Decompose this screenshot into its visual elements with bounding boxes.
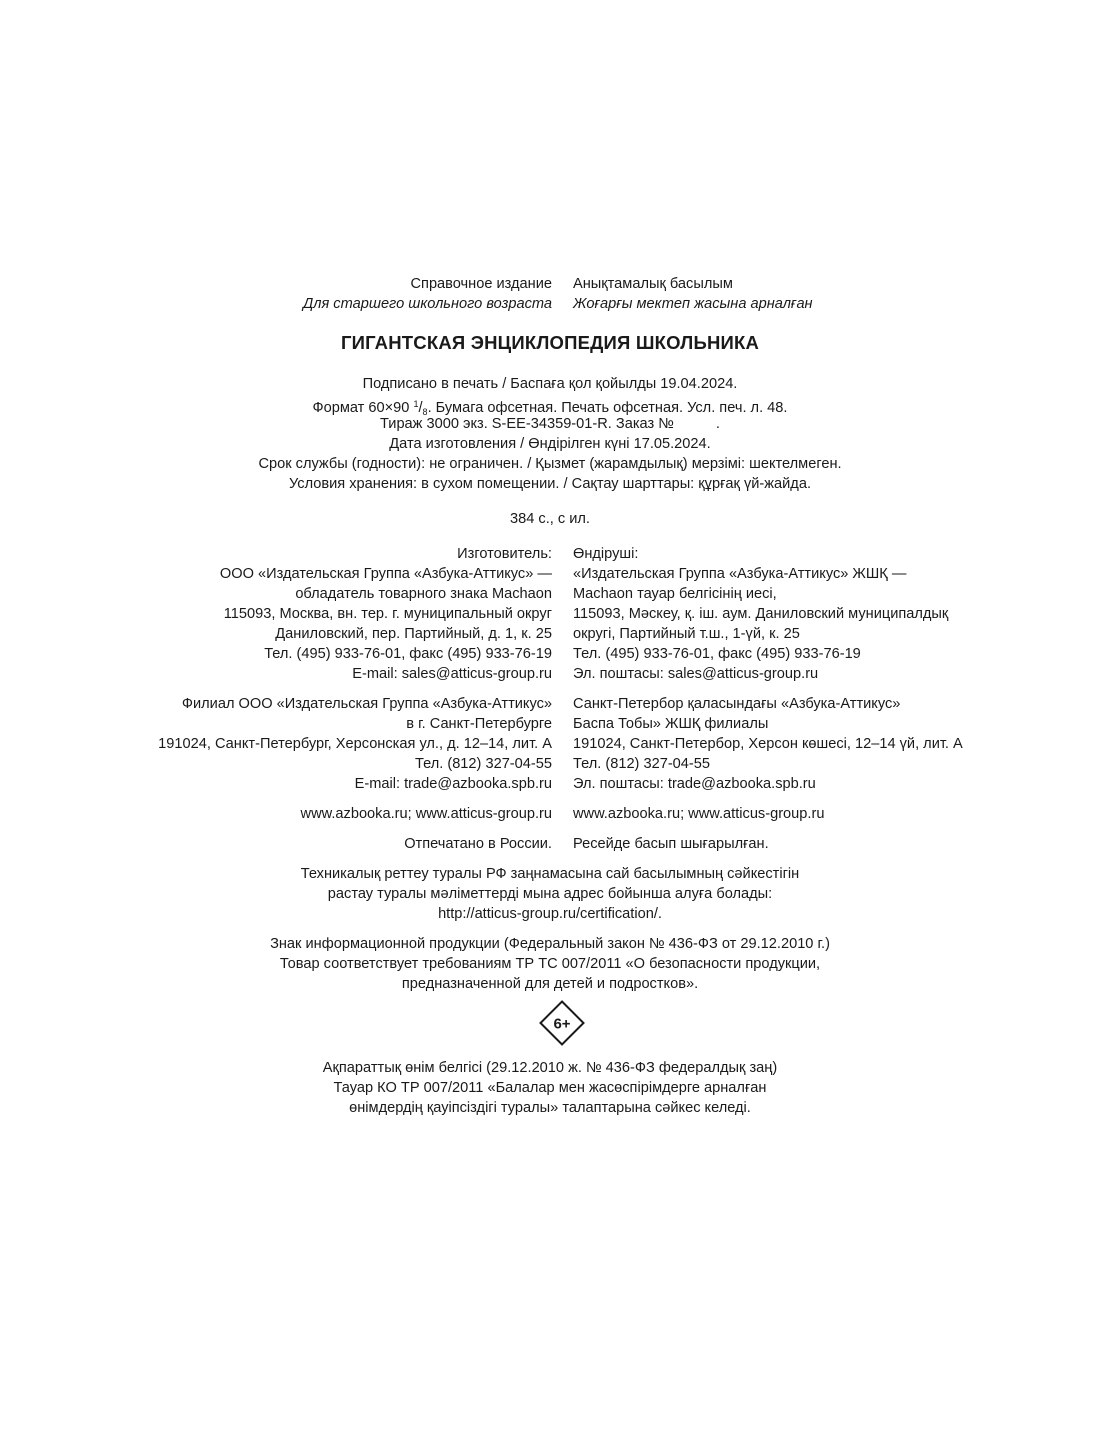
manufacturer-ru-email: E-mail: sales@atticus-group.ru [352, 666, 552, 682]
service-life: Срок службы (годности): не ограничен. / Қызмет (жарамдылық) мерзімі: шектелмеген. [258, 456, 842, 472]
circulation-end: . [715, 416, 720, 432]
format-rest: . Бумага офсетная. Печать офсетная. Усл. печ. л. 48. [427, 400, 788, 416]
branch-kz-email: Эл. поштасы: trade@azbooka.spb.ru [573, 776, 816, 792]
edition-type-block [0, 274, 1100, 314]
manufacturer-kz-line: «Издательская Группа «Азбука-Аттикус» ЖШҚ — [573, 566, 907, 582]
format-fraction-denominator: 8 [422, 407, 428, 417]
info-sign-ru-line: Знак информационной продукции (Федеральный закон № 436-ФЗ от 29.12.2010 г.) [270, 936, 830, 952]
circulation-line [0, 414, 1100, 434]
branch-ru-email: E-mail: trade@azbooka.spb.ru [354, 776, 552, 792]
info-sign-ru-line: Товар соответствует требованиям ТР ТС 007/2011 «О безопасности продукции, [279, 956, 821, 972]
websites-block [0, 804, 1100, 824]
manufacturer-ru-line: Изготовитель: [457, 546, 552, 562]
branch-ru-line: 191024, Санкт-Петербург, Херсонская ул., д. 12–14, лит. А [158, 736, 552, 752]
age-rating-label: 6+ [553, 1015, 571, 1033]
printed-in-kz: Ресейде басып шығарылған. [573, 836, 769, 852]
manufacturer-ru-line: ООО «Издательская Группа «Азбука-Аттикус» — [219, 566, 552, 582]
storage-conditions: Условия хранения: в сухом помещении. / Сақтау шарттары: құрғақ үй-жайда. [288, 476, 811, 492]
branch-ru-line: в г. Санкт-Петербурге [406, 716, 552, 732]
info-sign-kz-line: Тауар КО ТР 007/2011 «Балалар мен жасөспірімдерге арналған [333, 1080, 767, 1096]
printed-in-ru: Отпечатано в России. [404, 836, 552, 852]
printed-in-block [0, 834, 1100, 854]
branch-ru-line: Тел. (812) 327-04-55 [414, 756, 552, 772]
branch-kz-line: Баспа Тобы» ЖШҚ филиалы [573, 716, 769, 732]
branch-kz-line: 191024, Санкт-Петербор, Херсон көшесі, 12–14 үй, лит. А [573, 736, 963, 752]
edition-type-ru: Справочное издание [410, 276, 552, 292]
info-sign-kz-line: Ақпараттық өнім белгісі (29.12.2010 ж. № 436-ФЗ федералдық заң) [322, 1060, 778, 1076]
manufacture-date: Дата изготовления / Өндірілген күні 17.05.2024. [389, 436, 711, 452]
certification-block [0, 864, 1100, 924]
branch-kz-line: Санкт-Петербор қаласындағы «Азбука-Аттикус» [573, 696, 901, 712]
manufacturer-ru-line: 115093, Москва, вн. тер. г. муниципальный округ [223, 606, 552, 622]
manufacturer-kz-line: Өндіруші: [573, 546, 639, 562]
format-line: Формат 60×90 $^1/_8$. Бумага офсетная. Печать офсетная. Усл. печ. л. 48. [312, 399, 788, 417]
manufacturer-ru-line: обладатель товарного знака Machaon [295, 586, 552, 602]
branch-kz-line: Тел. (812) 327-04-55 [573, 756, 711, 772]
manufacturer-kz-line: 115093, Мәскеу, қ. іш. аум. Даниловский муниципалдық [573, 606, 949, 622]
page-count: 384 с., с ил. [510, 511, 590, 527]
book-title: ГИГАНТСКАЯ ЭНЦИКЛОПЕДИЯ ШКОЛЬНИКА [340, 332, 760, 353]
manufacturer-kz-line: Machaon тауар белгісінің иесі, [573, 586, 777, 602]
manufacturer-ru-line: Тел. (495) 933-76-01, факс (495) 933-76-19 [264, 646, 552, 662]
signed-date: Подписано в печать / Баспаға қол қойылды 19.04.2024. [362, 376, 738, 392]
print-info-block [0, 374, 1100, 494]
websites-kz: www.azbooka.ru; www.atticus-group.ru [573, 806, 825, 822]
certification-line: растау туралы мәліметтерді мына адрес бойынша алуға болады: [327, 886, 773, 902]
circulation-text: Тираж 3000 экз. S-EE-34359-01-R. Заказ № [380, 416, 674, 432]
manufacturer-kz-line: округі, Партийный т.ш., 1-үй, к. 25 [573, 626, 800, 642]
info-sign-kz-block [0, 1058, 1100, 1118]
branch-block [0, 694, 1100, 794]
info-sign-ru-block [0, 934, 1100, 994]
format-prefix: Формат 60×90 [312, 400, 410, 416]
edition-type-kz: Анықтамалық басылым [573, 276, 733, 292]
age-group-kz: Жоғарғы мектеп жасына арналған [573, 296, 813, 312]
certification-line: Техникалық реттеу туралы РФ заңнамасына сай басылымның сәйкестігін [300, 866, 800, 882]
certification-url: http://atticus-group.ru/certification/. [438, 906, 662, 922]
branch-ru-line: Филиал ООО «Издательская Группа «Азбука-Аттикус» [181, 696, 552, 712]
age-rating-badge [539, 1000, 585, 1046]
manufacturer-block [0, 544, 1100, 684]
info-sign-ru-line: предназначенной для детей и подростков». [401, 976, 699, 992]
manufacturer-ru-line: Даниловский, пер. Партийный, д. 1, к. 25 [275, 626, 552, 642]
format-fraction-numerator: 1 [413, 399, 419, 409]
age-group-ru: Для старшего школьного возраста [302, 296, 552, 312]
websites-ru: www.azbooka.ru; www.atticus-group.ru [300, 806, 552, 822]
manufacturer-kz-email: Эл. поштасы: sales@atticus-group.ru [573, 666, 819, 682]
page-count-block [0, 509, 1100, 529]
info-sign-kz-line: өнімдердің қауіпсіздігі туралы» талаптарына сәйкес келеді. [349, 1100, 751, 1116]
manufacturer-kz-line: Тел. (495) 933-76-01, факс (495) 933-76-19 [573, 646, 861, 662]
